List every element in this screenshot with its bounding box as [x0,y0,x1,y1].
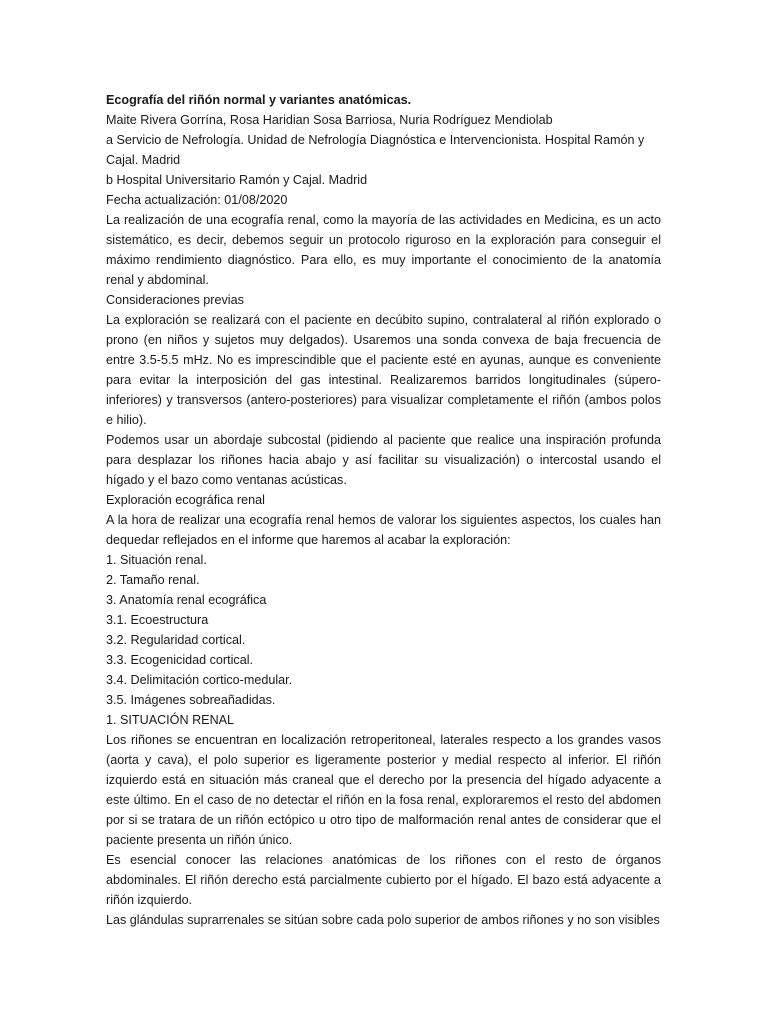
list-item: 2. Tamaño renal. [106,573,200,587]
exploracion-paragraph-1: A la hora de realizar una ecografía renal hemos de valorar los siguientes aspectos, los cuales han dequedar reflejados en el informe que haremos al acabar la exploración: [106,513,661,547]
situacion-paragraph-3: Las glándulas suprarrenales se sitúan sobre cada polo superior de ambos riñones y no son visibles [106,913,660,927]
previas-paragraph-1: La exploración se realizará con el paciente en decúbito supino, contralateral al riñón explorado o prono (en niños y sujetos muy delgados). Usaremos una sonda convexa de baja frecuencia de entre 3.5-5.5 mHz. No es imprescindible que el paciente esté en ayunas, aunque es conveniente para evitar la interposición del gas intestinal. Realizaremos barridos longitudinales (súpero-inferiores) y transversos (antero-posteriores) para visualizar completamente el riñón (ambos polos e hilio). [106,313,661,427]
section-heading-exploracion: Exploración ecográfica renal [106,493,265,507]
update-date: Fecha actualización: 01/08/2020 [106,193,288,207]
intro-paragraph: La realización de una ecografía renal, como la mayoría de las actividades en Medicina, es un acto sistemático, es decir, debemos seguir un protocolo riguroso en la exploración para conseguir el máximo rendimiento diagnóstico. Para ello, es muy importante el conocimiento de la anatomía renal y abdominal. [106,213,661,287]
list-item: 3.1. Ecoestructura [106,613,209,627]
authors-line: Maite Rivera Gorrína, Rosa Haridian Sosa Barriosa, Nuria Rodríguez Mendiolab [106,113,553,127]
previas-paragraph-2: Podemos usar un abordaje subcostal (pidiendo al paciente que realice una inspiración profunda para desplazar los riñones hacia abajo y así facilitar su visualización) o intercostal usando el hígado y el bazo como ventanas acústicas. [106,433,661,487]
situacion-paragraph-2: Es esencial conocer las relaciones anatómicas de los riñones con el resto de órganos abdominales. El riñón derecho está parcialmente cubierto por el hígado. El bazo está adyacente a riñón izquierdo. [106,853,661,907]
section-heading-situacion: 1. SITUACIÓN RENAL [106,713,235,727]
list-item: 1. Situación renal. [106,553,207,567]
list-item: 3. Anatomía renal ecográfica [106,593,267,607]
list-item: 3.4. Delimitación cortico-medular. [106,673,293,687]
section-heading-previas: Consideraciones previas [106,293,244,307]
list-item: 3.2. Regularidad cortical. [106,633,246,647]
list-item: 3.3. Ecogenicidad cortical. [106,653,254,667]
document-title: Ecografía del riñón normal y variantes anatómicas. [106,93,412,107]
situacion-paragraph-1: Los riñones se encuentran en localización retroperitoneal, laterales respecto a los grandes vasos (aorta y cava), el polo superior es ligeramente posterior y medial respecto al inferior. El riñón izquierdo está en situación más craneal que el derecho por la presencia del hígado adyacente a este último. En el caso de no detectar el riñón en la fosa renal, exploraremos el resto del abdomen por si se tratara de un riñón ectópico u otro tipo de malformación renal antes de considerar que el paciente presenta un riñón único. [106,733,661,847]
list-item: 3.5. Imágenes sobreañadidas. [106,693,276,707]
affiliation-a: a Servicio de Nefrología. Unidad de Nefrología Diagnóstica e Intervencionista. Hospital Ramón y Cajal. Madrid [106,133,645,167]
document-page [106,90,661,930]
affiliation-b: b Hospital Universitario Ramón y Cajal. Madrid [106,173,368,187]
